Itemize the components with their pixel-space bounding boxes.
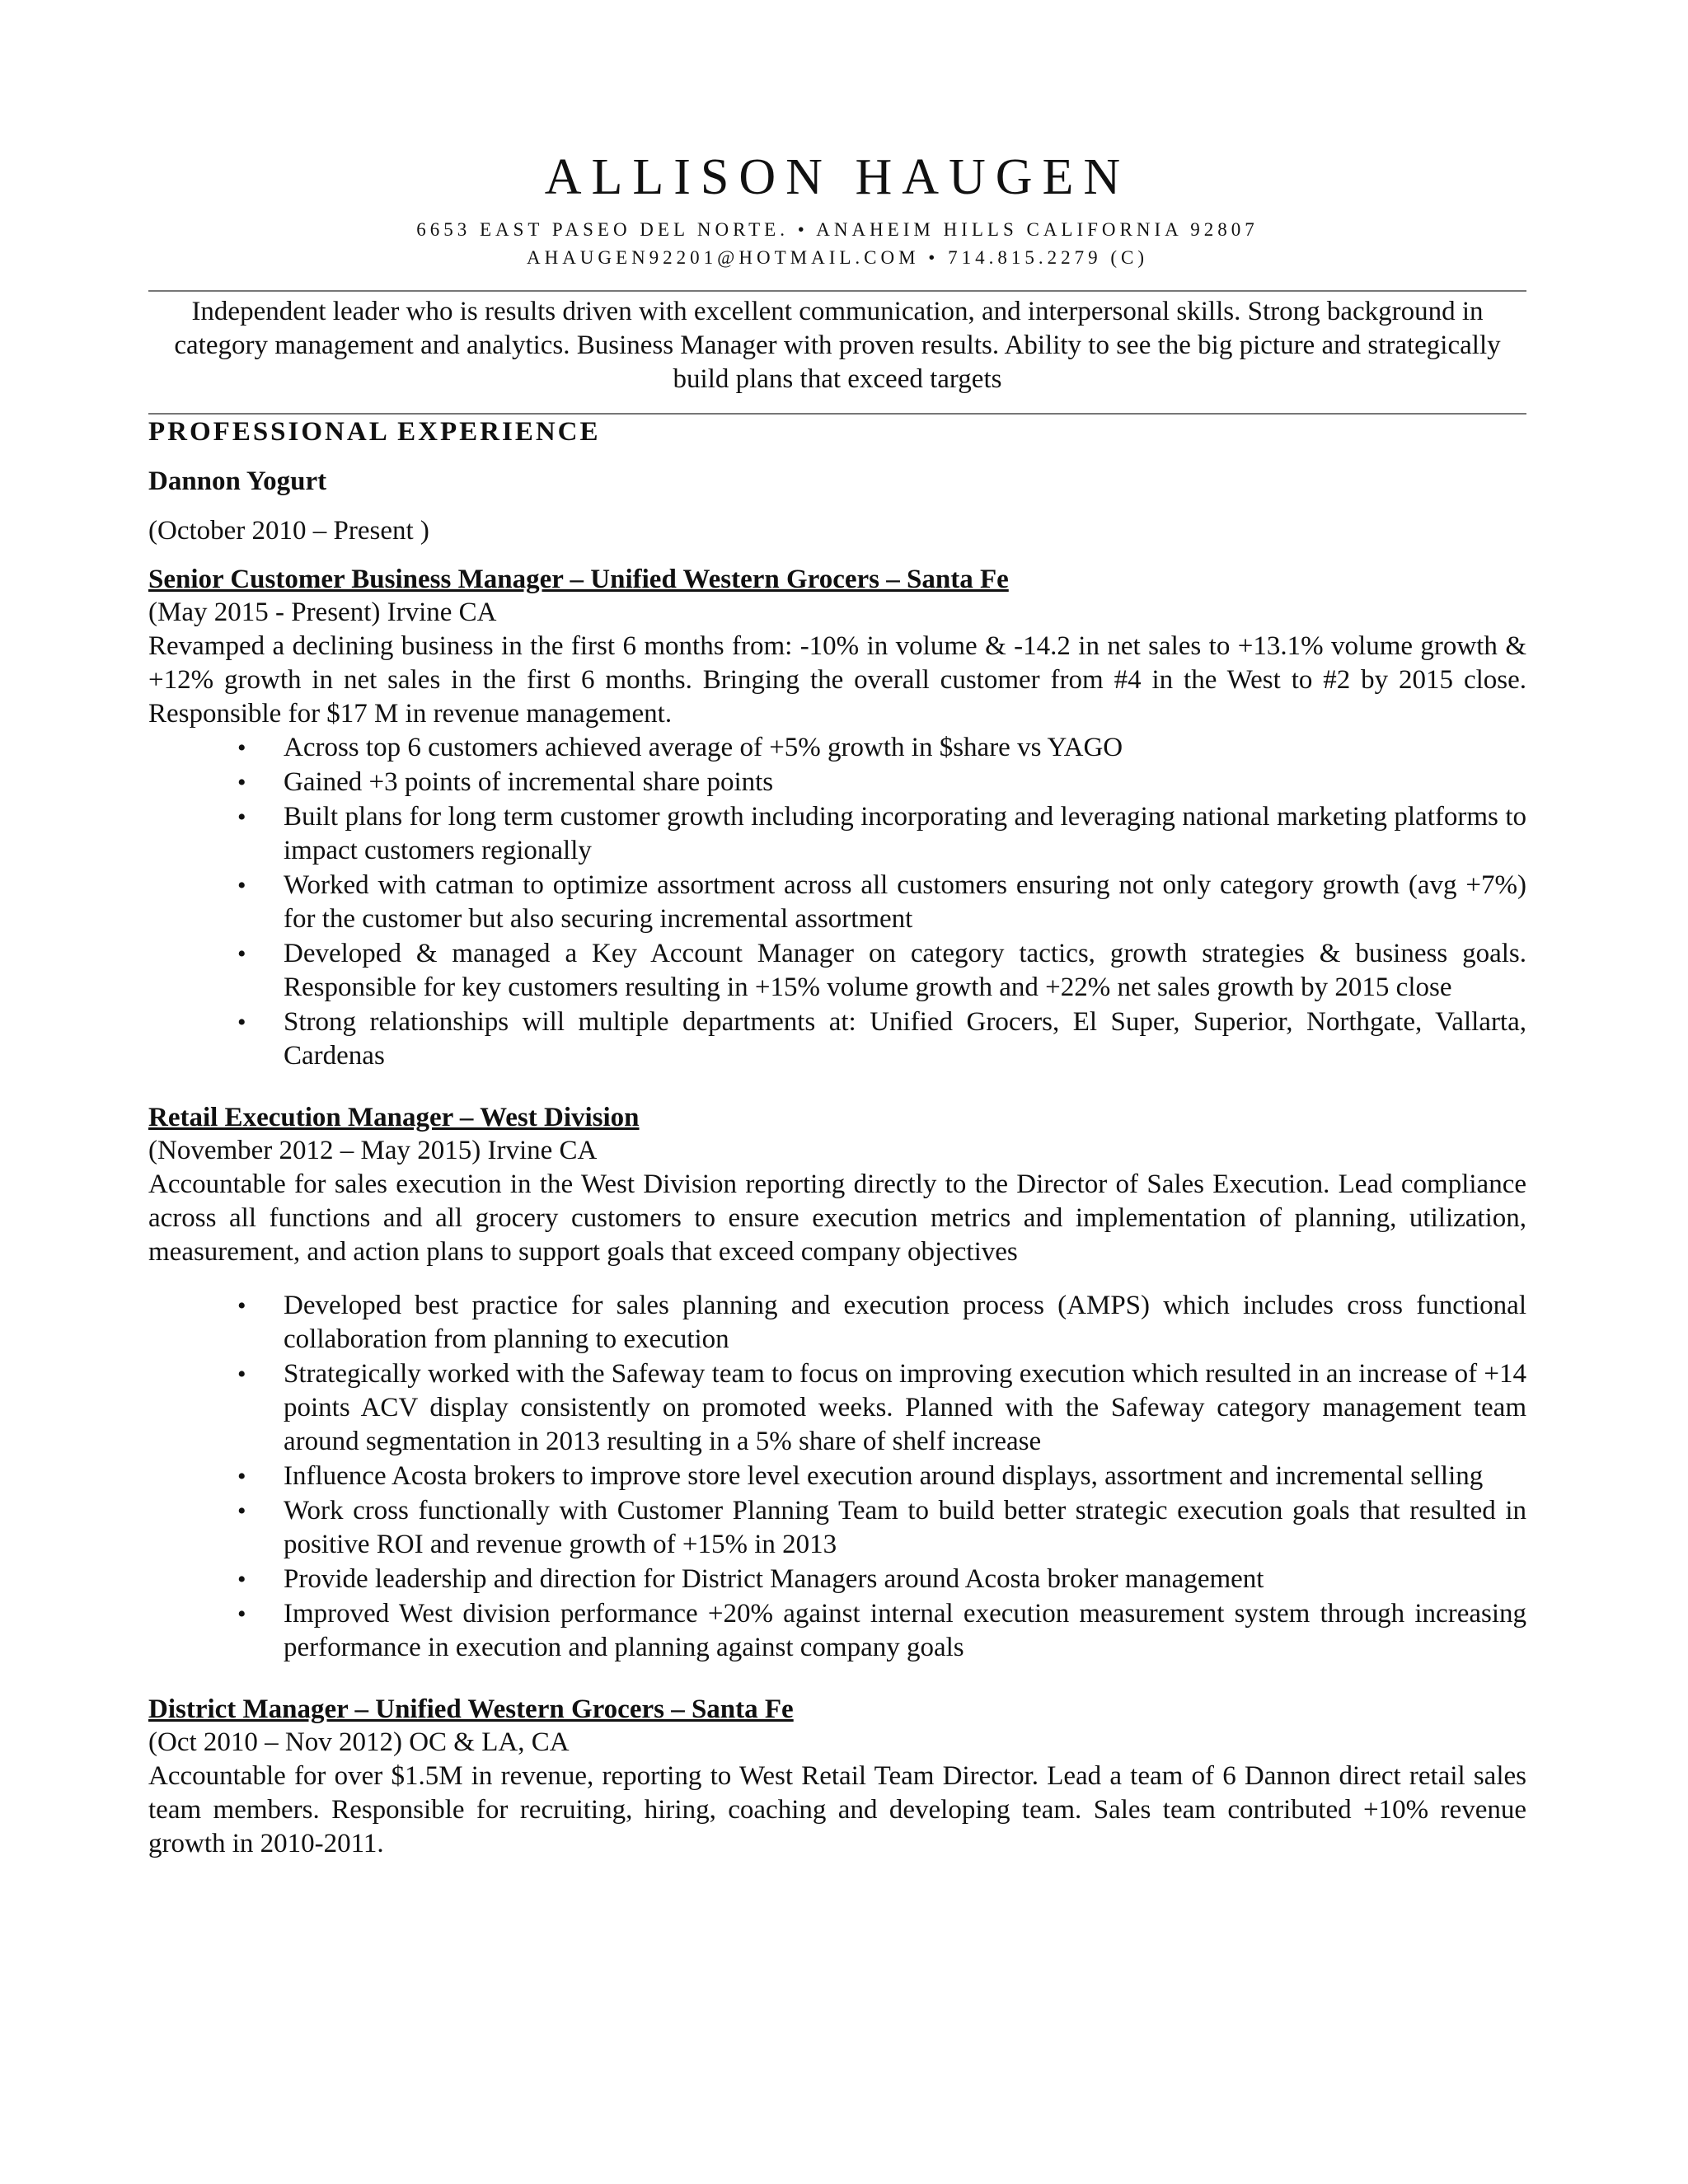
bullet-text: Developed best practice for sales planning and execution process (AMPS) which includes cross functional collaboration from planning to execution <box>284 1291 1526 1354</box>
professional-summary: Independent leader who is results driven with excellent communication, and interpersonal skills. Strong background in category management and analytics. Business Manager with proven results. Ability to see the big picture and strategically build plans that exceed targets <box>174 297 1501 394</box>
bullet-icon: • <box>237 1292 246 1319</box>
bullet-text: Improved West division performance +20% against internal execution measurement system through increasing performance in execution and planning against company goals <box>284 1599 1526 1662</box>
bullet-icon: • <box>237 1566 246 1593</box>
job-description: Revamped a declining business in the first 6 months from: -10% in volume & -14.2 in net sales to +13.1% volume growth & +12% growth in net sales in the first 6 months. Bringing the overall customer from #4 in the West to #2 by 2015 close. Responsible for $17 M in revenue management. <box>148 631 1526 729</box>
job-entry <box>148 563 1526 1073</box>
bullet-item <box>148 1460 1526 1493</box>
bullet-text: Strong relationships will multiple departments at: Unified Grocers, El Super, Superior, Northgate, Vallarta, Cardenas <box>284 1007 1526 1071</box>
job-dates-location: (November 2012 – May 2015) Irvine CA <box>148 1136 598 1165</box>
bullet-item <box>148 937 1526 1005</box>
job-title: Senior Customer Business Manager – Unified Western Grocers – Santa Fe <box>148 565 1009 594</box>
job-title: Retail Execution Manager – West Division <box>148 1103 640 1132</box>
job-bullet-list <box>148 1289 1526 1665</box>
bullet-text: Across top 6 customers achieved average of +5% growth in $share vs YAGO <box>284 733 1123 762</box>
section-title-experience: PROFESSIONAL EXPERIENCE <box>148 417 601 447</box>
bullet-text: Strategically worked with the Safeway team to focus on improving execution which resulted in an increase of +14 points ACV display consistently on promoted weeks. Planned with the Safeway category management team around segmentation in 2013 resulting in a 5% share of shelf increase <box>284 1359 1526 1456</box>
company-name: Dannon Yogurt <box>148 466 327 496</box>
bullet-icon: • <box>237 1009 246 1036</box>
bullet-item <box>148 1005 1526 1073</box>
job-description: Accountable for over $1.5M in revenue, reporting to West Retail Team Director. Lead a team of 6 Dannon direct retail sales team members. Responsible for recruiting, hiring, coaching and developing team. Sales team contributed +10% revenue growth in 2010-2011. <box>148 1761 1526 1858</box>
bullet-item <box>148 1494 1526 1562</box>
job-entry <box>148 1693 1526 1861</box>
company-dates: (October 2010 – Present ) <box>148 516 429 546</box>
bullet-icon: • <box>237 1601 246 1628</box>
bullet-icon: • <box>237 940 246 968</box>
bullet-text: Worked with catman to optimize assortment across all customers ensuring not only category growth (avg +7%) for the customer but also securing incremental assortment <box>284 870 1526 934</box>
job-dates-location: (Oct 2010 – Nov 2012) OC & LA, CA <box>148 1727 570 1757</box>
job-description: Accountable for sales execution in the West Division reporting directly to the Director of Sales Execution. Lead compliance across all functions and all grocery customers to ensure execution metrics and implementation of planning, utilization, measurement, and action plans to support goals that exceed company objectives <box>148 1169 1526 1267</box>
bullet-item <box>148 800 1526 868</box>
job-bullet-list <box>148 731 1526 1073</box>
header-divider <box>148 290 1526 292</box>
bullet-icon: • <box>237 804 246 831</box>
bullet-item <box>148 731 1526 765</box>
address-line: 6653 EAST PASEO DEL NORTE. • ANAHEIM HILLS CALIFORNIA 92807 <box>416 219 1259 240</box>
bullet-text: Influence Acosta brokers to improve store level execution around displays, assortment and incremental selling <box>284 1461 1484 1491</box>
bullet-text: Work cross functionally with Customer Planning Team to build better strategic execution goals that resulted in positive ROI and revenue growth of +15% in 2013 <box>284 1496 1526 1559</box>
bullet-icon: • <box>237 734 246 762</box>
bullet-icon: • <box>237 1497 246 1525</box>
bullet-icon: • <box>237 1463 246 1490</box>
bullet-text: Developed & managed a Key Account Manager on category tactics, growth strategies & business goals. Responsible for key customers resulting in +15% volume growth and +22% net sales growth by 2015 close <box>284 939 1526 1002</box>
bullet-text: Gained +3 points of incremental share points <box>284 767 774 797</box>
bullet-item <box>148 766 1526 799</box>
email-phone-line: AHAUGEN92201@HOTMAIL.COM • 714.815.2279 (C) <box>526 247 1149 268</box>
bullet-text: Provide leadership and direction for District Managers around Acosta broker management <box>284 1564 1264 1594</box>
candidate-name: ALLISON HAUGEN <box>544 149 1131 205</box>
bullet-item <box>148 1357 1526 1459</box>
bullet-icon: • <box>237 872 246 899</box>
bullet-item <box>148 1597 1526 1665</box>
bullet-icon: • <box>237 1361 246 1388</box>
bullet-icon: • <box>237 769 246 796</box>
contact-block <box>148 216 1526 272</box>
bullet-item <box>148 1563 1526 1596</box>
bullet-item <box>148 1289 1526 1357</box>
resume-page <box>148 148 1526 1861</box>
job-title: District Manager – Unified Western Grocers – Santa Fe <box>148 1694 794 1724</box>
job-dates-location: (May 2015 - Present) Irvine CA <box>148 598 497 627</box>
bullet-text: Built plans for long term customer growth including incorporating and leveraging national marketing platforms to impact customers regionally <box>284 802 1526 865</box>
job-entry <box>148 1101 1526 1665</box>
bullet-item <box>148 869 1526 936</box>
